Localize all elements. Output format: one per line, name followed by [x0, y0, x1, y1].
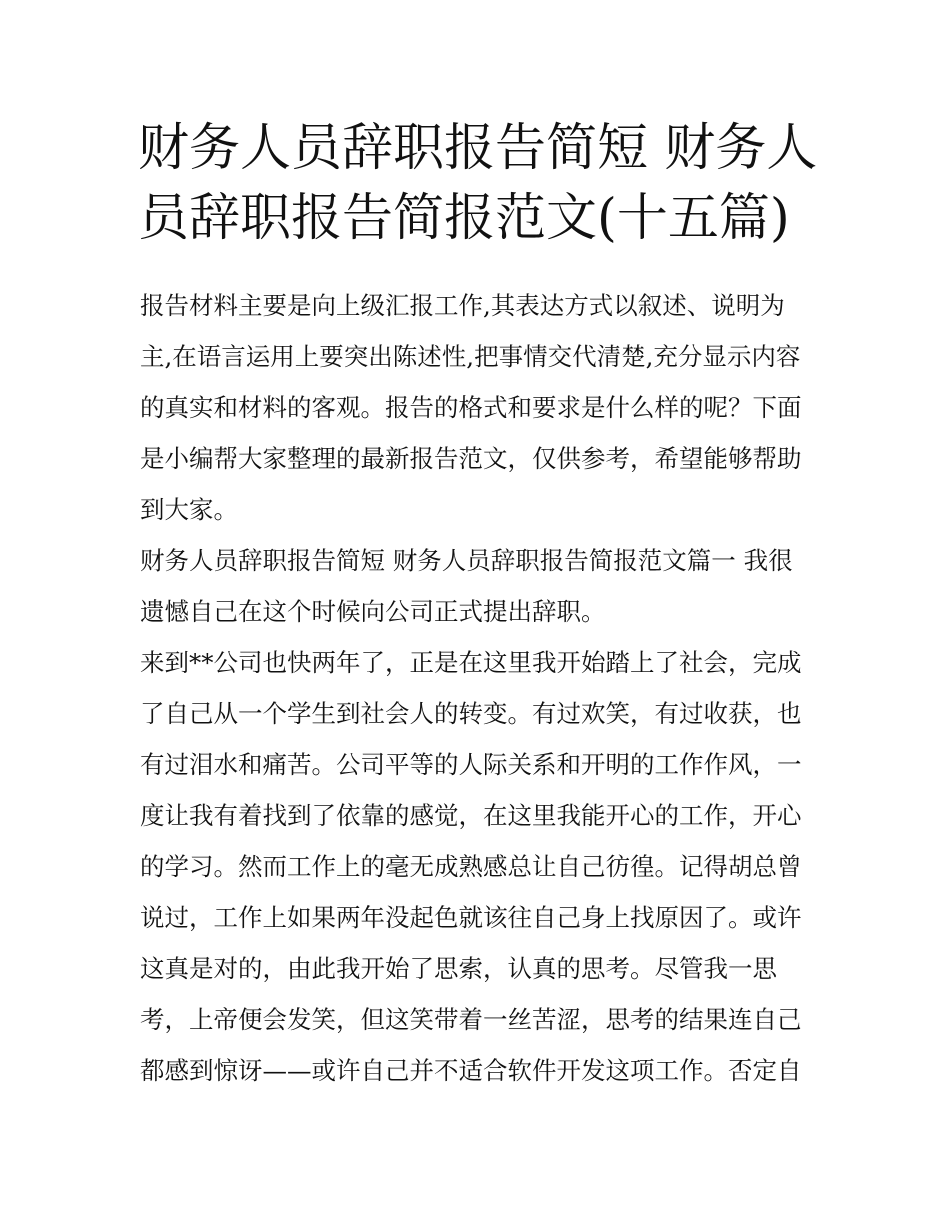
document-title [138, 114, 818, 254]
body-line: 报告材料主要是向上级汇报工作,其表达方式以叙述、说明为 [140, 291, 785, 320]
body-line: 来到**公司也快两年了，正是在这里我开始踏上了社会，完成 [140, 648, 802, 677]
body-line: 说过，工作上如果两年没起色就该往自己身上找原因了。或许 [140, 903, 802, 932]
body-line: 度让我有着找到了依靠的感觉，在这里我能开心的工作，开心 [140, 801, 802, 830]
body-line: 财务人员辞职报告简短 财务人员辞职报告简报范文篇一 我很 [140, 546, 793, 575]
body-line: 主,在语言运用上要突出陈述性,把事情交代清楚,充分显示内容 [140, 342, 801, 371]
title-line: 员辞职报告简报范文(十五篇) [138, 189, 790, 248]
body-line: 是小编帮大家整理的最新报告范文，仅供参考，希望能够帮助 [140, 444, 802, 473]
body-line: 到大家。 [140, 495, 238, 524]
body-line: 的真实和材料的客观。报告的格式和要求是什么样的呢？下面 [140, 393, 802, 422]
body-line: 这真是对的，由此我开始了思索，认真的思考。尽管我一思 [140, 954, 777, 983]
body-line: 有过泪水和痛苦。公司平等的人际关系和开明的工作作风，一 [140, 750, 802, 779]
document-body [140, 280, 820, 1096]
body-line: 考，上帝便会发笑，但这笑带着一丝苦涩，思考的结果连自己 [140, 1005, 802, 1034]
body-line: 的学习。然而工作上的毫无成熟感总让自己彷徨。记得胡总曾 [140, 852, 802, 881]
body-line: 了自己从一个学生到社会人的转变。有过欢笑，有过收获，也 [140, 699, 802, 728]
title-line: 财务人员辞职报告简短 财务人 [138, 119, 818, 178]
body-line: 都感到惊讶——或许自己并不适合软件开发这项工作。否定自 [140, 1056, 802, 1085]
body-line: 遗憾自己在这个时候向公司正式提出辞职。 [140, 597, 606, 626]
